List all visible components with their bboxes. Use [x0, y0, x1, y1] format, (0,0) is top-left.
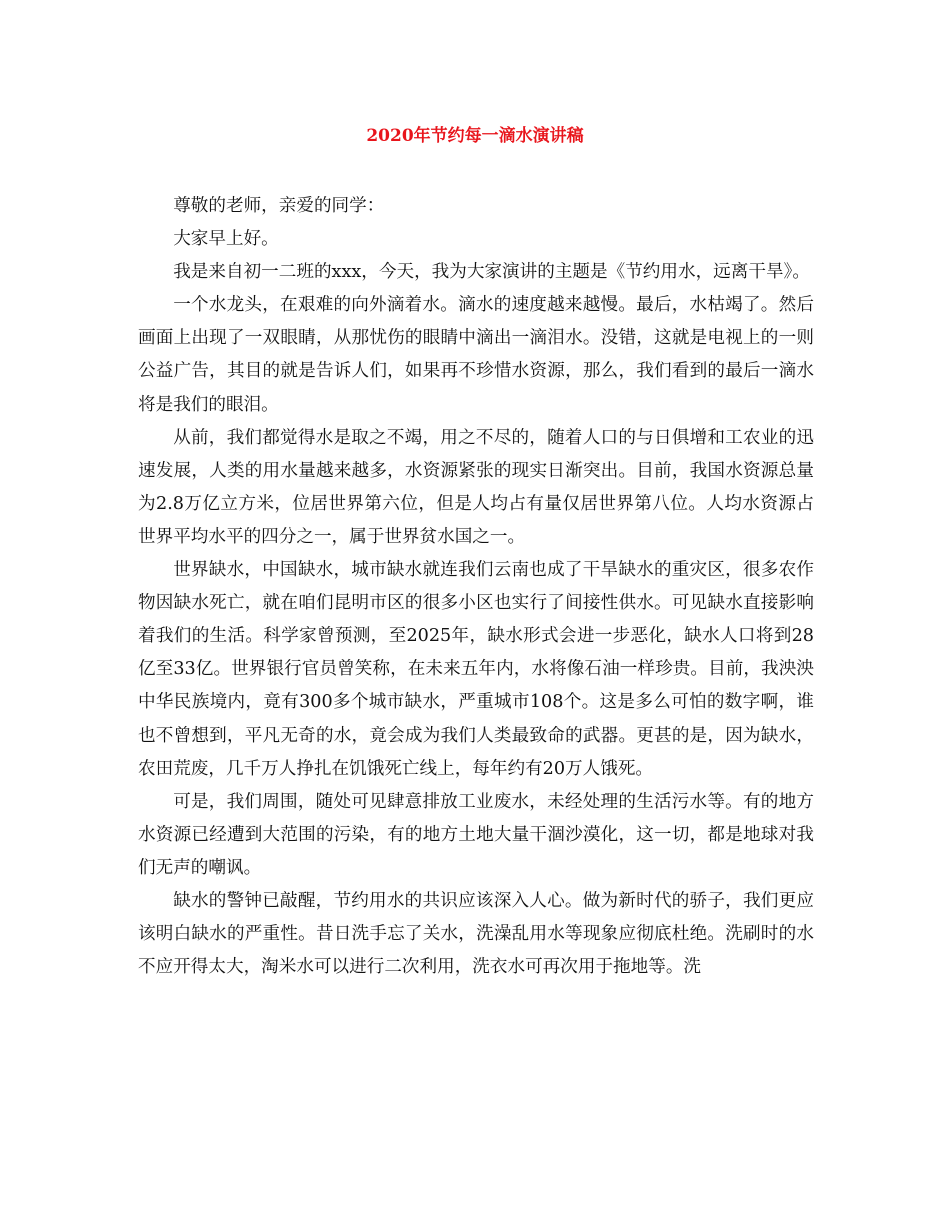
document-body: [138, 190, 814, 984]
document-title: 2020年节约每一滴水演讲稿: [366, 126, 584, 146]
paragraph-pollution: 可是，我们周围，随处可见肆意排放工业废水，未经处理的生活污水等。有的地方水资源已经遭到大范围的污染，有的地方土地大量干涸沙漠化，这一切，都是地球对我们无声的嘲讽。: [138, 791, 814, 878]
paragraph-intro: 我是来自初一二班的xxx，今天，我为大家演讲的主题是《节约用水，远离干旱》。: [173, 262, 810, 283]
paragraph-water-shortage: 世界缺水，中国缺水，城市缺水就连我们云南也成了干旱缺水的重灾区，很多农作物因缺水死亡，就在咱们昆明市区的很多小区也实行了间接性供水。可见缺水直接影响着我们的生活。科学家曾预测，至2025年，缺水形式会进一步恶化，缺水人口将到28亿至33亿。世界银行官员曾笑称，在未来五年内，水将像石油一样珍贵。目前，我泱泱中华民族境内，竟有300多个城市缺水，严重城市108个。这是多么可怕的数字啊，谁也不曾想到，平凡无奇的水，竟会成为我们人类最致命的武器。更甚的是，因为缺水，农田荒废，几千万人挣扎在饥饿死亡线上，每年约有20万人饿死。: [138, 560, 814, 779]
paragraph-greeting: 尊敬的老师，亲爱的同学：: [173, 196, 385, 216]
paragraph-faucet: 一个水龙头，在艰难的向外滴着水。滴水的速度越来越慢。最后，水枯竭了。然后画面上出现了一双眼睛，从那忧伤的眼睛中滴出一滴泪水。没错，这就是电视上的一则公益广告，其目的就是告诉人们，如果再不珍惜水资源，那么，我们看到的最后一滴水将是我们的眼泪。: [138, 295, 814, 415]
paragraph-call-to-action: 缺水的警钟已敲醒，节约用水的共识应该深入人心。做为新时代的骄子，我们更应该明白缺水的严重性。昔日洗手忘了关水，洗澡乱用水等现象应彻底杜绝。洗刷时的水不应开得太大，淘米水可以进行二次利用，洗衣水可再次用于拖地等。洗: [138, 890, 814, 978]
paragraph-morning: 大家早上好。: [173, 229, 279, 250]
paragraph-water-resources: 从前，我们都觉得水是取之不竭，用之不尽的，随着人口的与日俱增和工农业的迅速发展，人类的用水量越来越多，水资源紧张的现实日渐突出。目前，我国水资源总量为2.8万亿立方米，位居世界第六位，但是人均占有量仅居世界第八位。人均水资源占世界平均水平的四分之一，属于世界贫水国之一。: [138, 427, 814, 547]
